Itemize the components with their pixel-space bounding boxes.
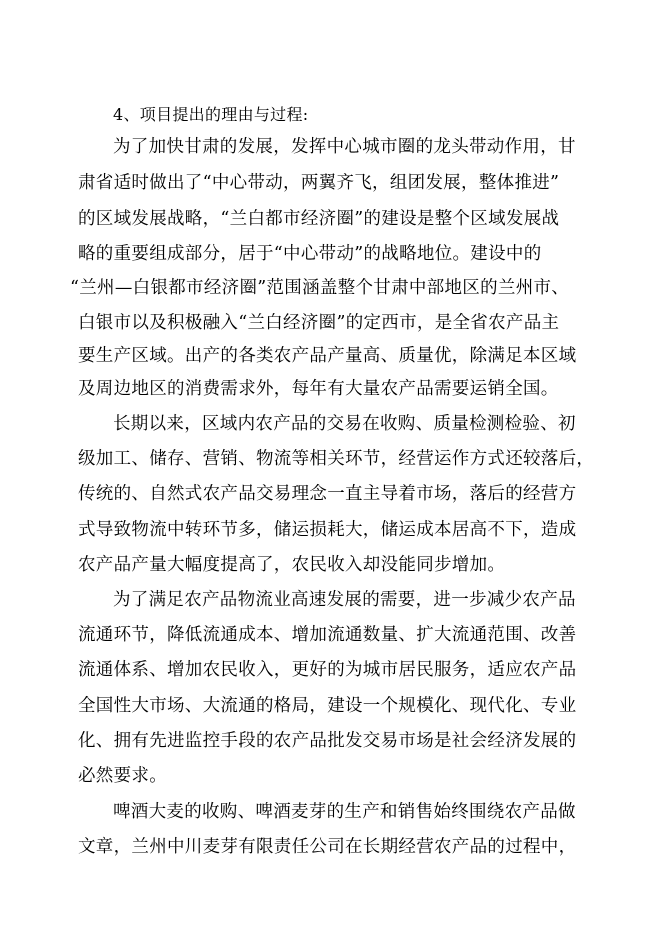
paragraph-1-line-2: 肃省适时做出了“中心带动，两翼齐飞，组团发展，整体推进” bbox=[78, 173, 560, 193]
paragraph-1-line-1: 为了加快甘肃的发展，发挥中心城市圈的龙头带动作用，甘 bbox=[113, 137, 576, 157]
paragraph-2-line-4: 式导致物流中转环节多，储运损耗大，储运成本居高不下，造成 bbox=[78, 520, 577, 540]
paragraph-1-line-7: 要生产区域。出产的各类农产品产量高、质量优，除满足本区域 bbox=[78, 346, 577, 366]
paragraph-4-line-2: 文章，兰州中川麦芽有限责任公司在长期经营农产品的过程中， bbox=[78, 837, 577, 857]
paragraph-3-line-5: 化、拥有先进监控手段的农产品批发交易市场是社会经济发展的 bbox=[78, 731, 577, 751]
paragraph-1-line-4: 略的重要组成部分，居于“中心带动”的战略地位。建设中的 bbox=[78, 244, 542, 264]
paragraph-3-line-2: 流通环节，降低流通成本、增加流通数量、扩大流通范围、改善 bbox=[78, 625, 577, 645]
paragraph-1-line-5: “兰州—白银都市经济圈”范围涵盖整个甘肃中部地区的兰州市、 bbox=[70, 278, 570, 298]
paragraph-2-line-3: 传统的、自然式农产品交易理念一直主导着市场，落后的经营方 bbox=[78, 484, 577, 504]
paragraph-3-line-4: 全国性大市场、大流通的格局，建设一个规模化、现代化、专业 bbox=[78, 696, 577, 716]
paragraph-1-line-8: 及周边地区的消费需求外，每年有大量农产品需要运销全国。 bbox=[78, 379, 559, 399]
paragraph-3-line-1: 为了满足农产品物流业高速发展的需要，进一步减少农产品 bbox=[113, 590, 576, 610]
paragraph-1-line-6: 白银市以及积极融入“兰白经济圈”的定西市，是全省农产品主 bbox=[78, 313, 560, 333]
paragraph-3-line-6: 必然要求。 bbox=[78, 766, 167, 786]
paragraph-2-line-1: 长期以来，区域内农产品的交易在收购、质量检测检验、初 bbox=[113, 414, 576, 434]
paragraph-2-line-2: 级加工、储存、营销、物流等相关环节，经营运作方式还较落后， bbox=[78, 449, 595, 469]
paragraph-3-line-3: 流通体系、增加农民收入，更好的为城市居民服务，适应农产品 bbox=[78, 660, 577, 680]
paragraph-2-line-5: 农产品产量大幅度提高了，农民收入却没能同步增加。 bbox=[78, 555, 506, 575]
section-heading: 4、项目提出的理由与过程: bbox=[113, 105, 309, 124]
paragraph-4-line-1: 啤酒大麦的收购、啤酒麦芽的生产和销售始终围绕农产品做 bbox=[113, 802, 576, 822]
paragraph-1-line-3: 的区域发展战略，“兰白都市经济圈”的建设是整个区域发展战 bbox=[78, 209, 560, 229]
